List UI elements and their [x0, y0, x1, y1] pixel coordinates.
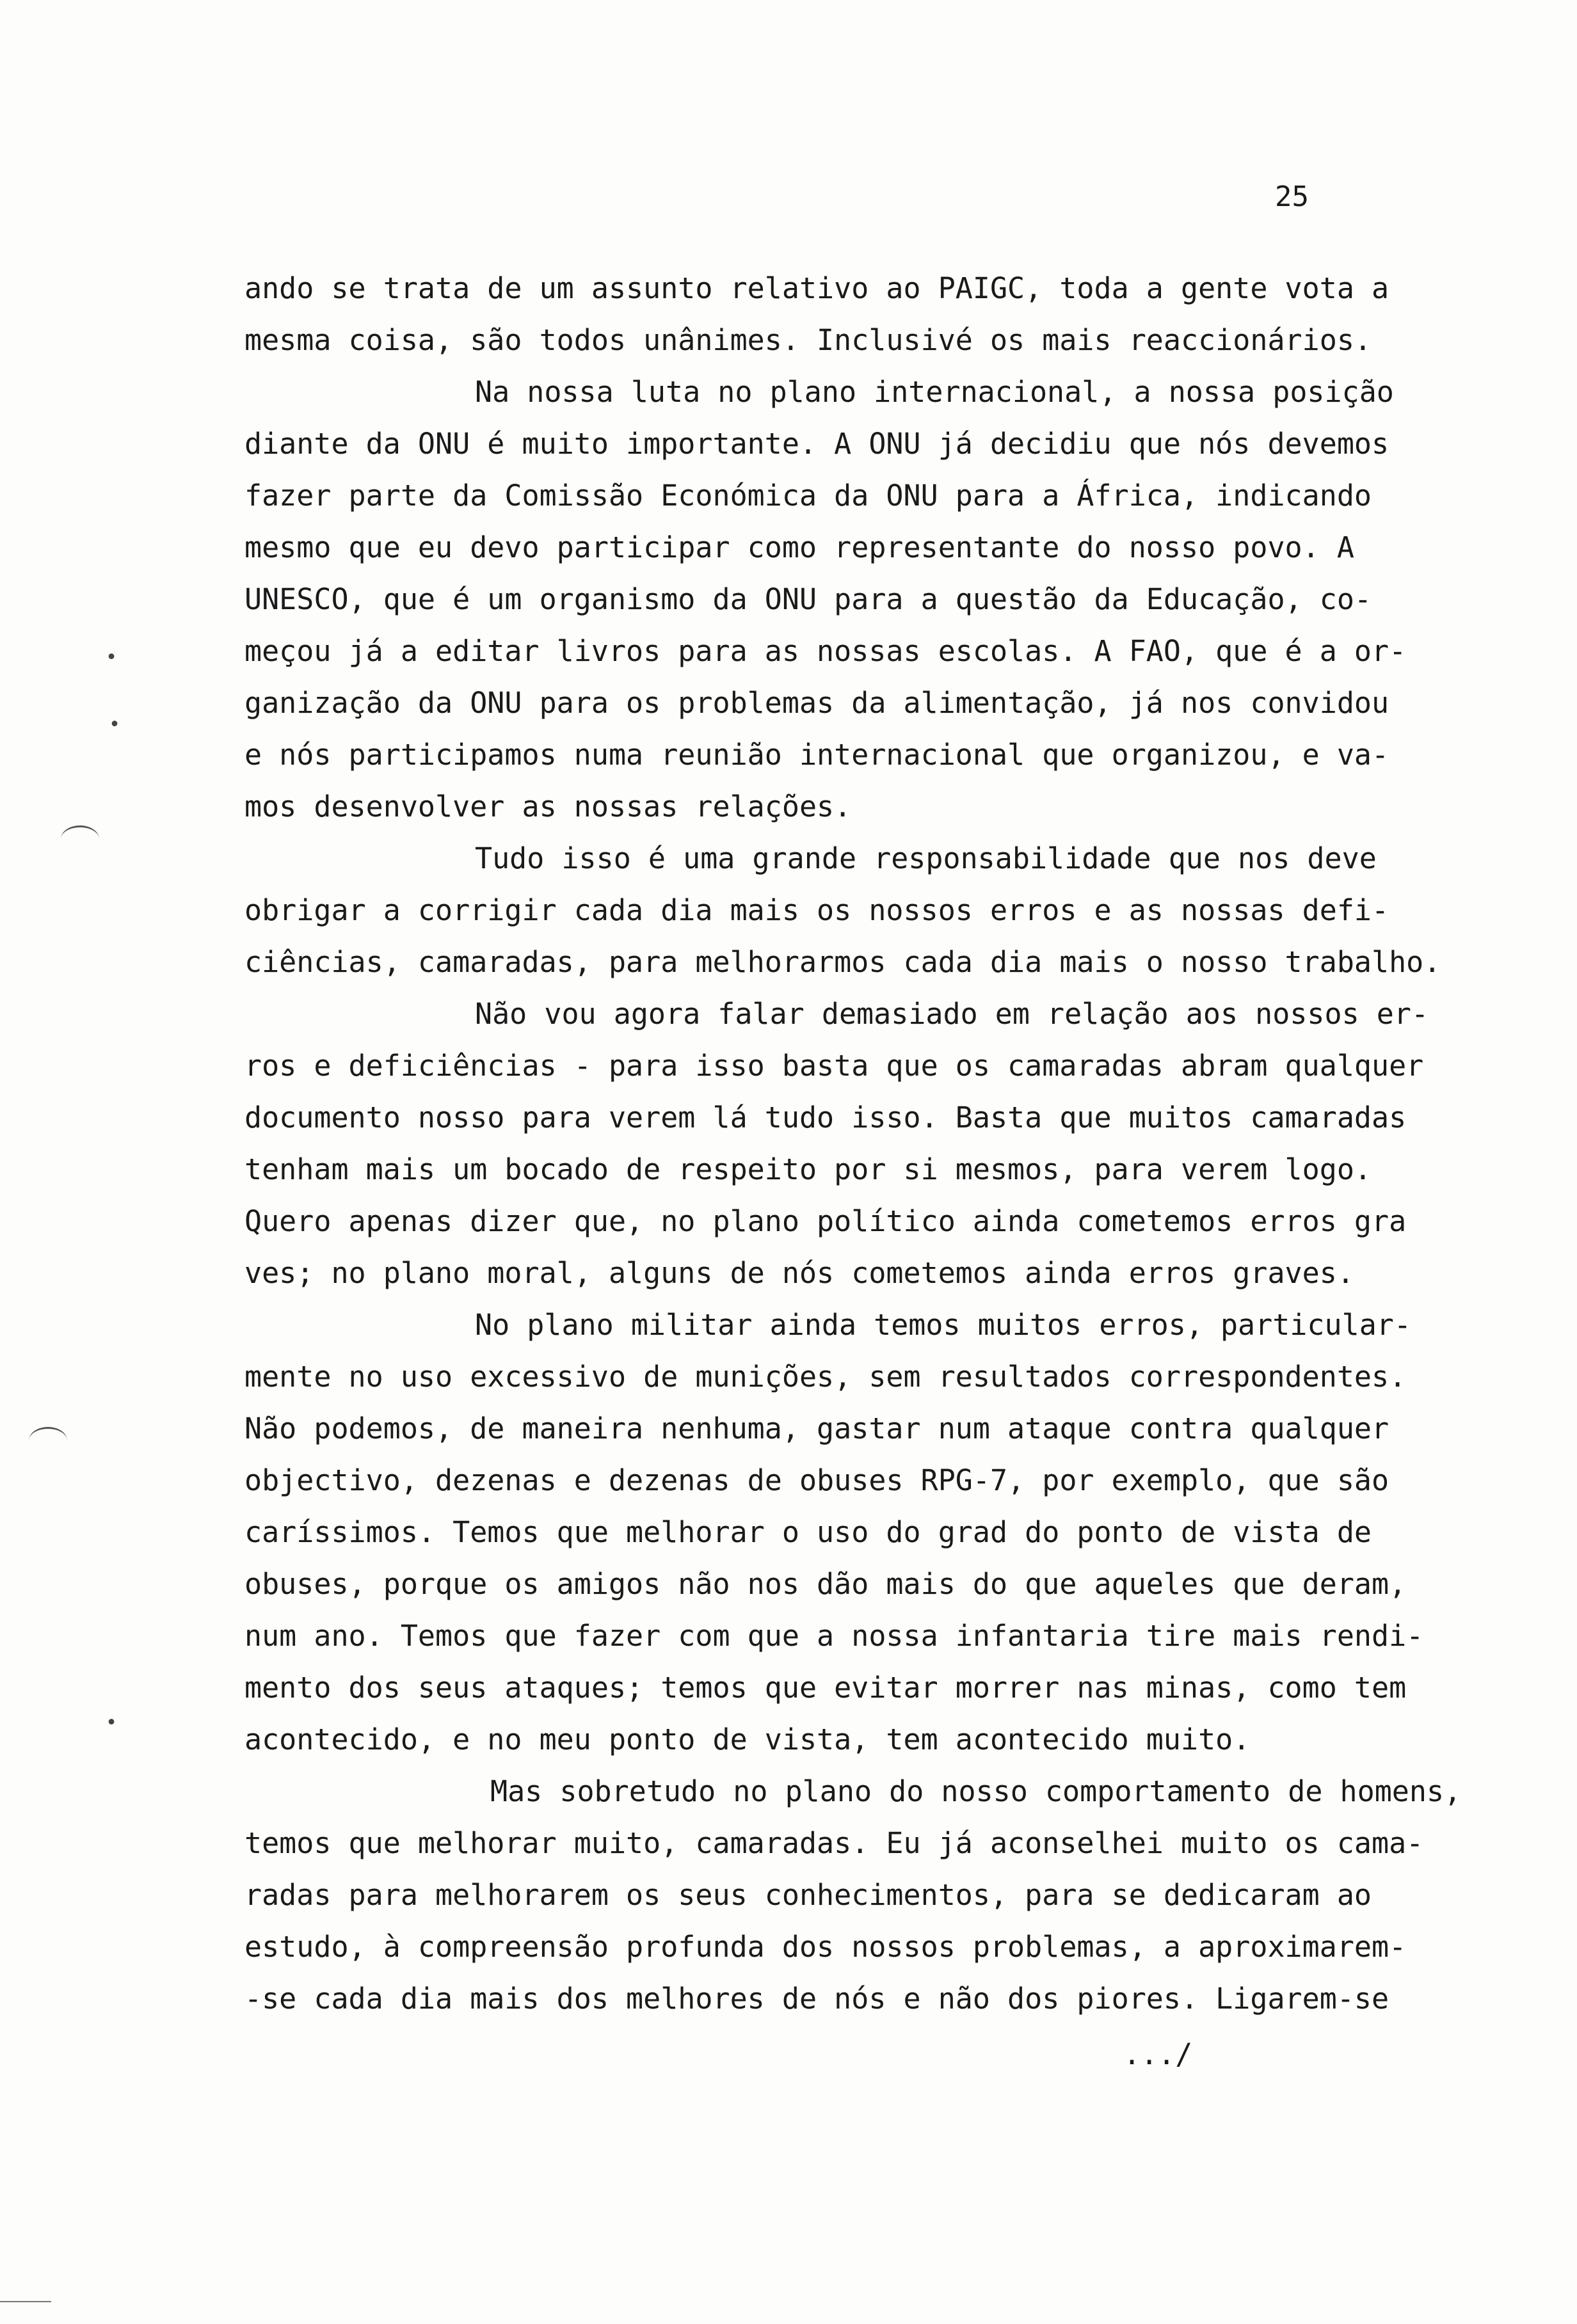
text-line: Quero apenas dizer que, no plano político ainda cometemos erros gra [244, 1204, 1407, 1238]
text-line: mento dos seus ataques; temos que evitar morrer nas minas, como tem [244, 1671, 1407, 1705]
margin-speck: • [109, 713, 121, 736]
text-line: -se cada dia mais dos melhores de nós e não dos piores. Ligarem-se [244, 1982, 1389, 2016]
text-line: fazer parte da Comissão Económica da ONU para a África, indicando [244, 479, 1372, 513]
text-line: radas para melhorarem os seus conhecimentos, para se dedicaram ao [244, 1878, 1372, 1912]
text-line: mos desenvolver as nossas relações. [244, 790, 852, 824]
margin-artifact [29, 1427, 67, 1454]
bottom-edge-artifact [0, 2301, 51, 2302]
text-line: temos que melhorar muito, camaradas. Eu já aconselhei muito os cama- [244, 1826, 1424, 1860]
text-line: meçou já a editar livros para as nossas escolas. A FAO, que é a or- [244, 634, 1407, 668]
paragraph-start-line: No plano militar ainda temos muitos erros, particular- [475, 1308, 1411, 1342]
text-line: num ano. Temos que fazer com que a nossa infantaria tire mais rendi- [244, 1619, 1424, 1653]
page-number: 25 [1275, 180, 1309, 213]
margin-speck: • [106, 1712, 118, 1734]
text-line: ves; no plano moral, alguns de nós cometemos ainda erros graves. [244, 1256, 1354, 1290]
text-line: e nós participamos numa reunião internacional que organizou, e va- [244, 738, 1389, 772]
text-line: obrigar a corrigir cada dia mais os nossos erros e as nossas defi- [244, 893, 1389, 927]
text-line: acontecido, e no meu ponto de vista, tem acontecido muito. [244, 1723, 1251, 1756]
text-line: obuses, porque os amigos não nos dão mais do que aqueles que deram, [244, 1567, 1407, 1601]
text-line: ando se trata de um assunto relativo ao PAIGC, toda a gente vota a [244, 271, 1389, 305]
paragraph-start-line: Tudo isso é uma grande responsabilidade que nos deve [475, 841, 1377, 875]
text-line: diante da ONU é muito importante. A ONU já decidiu que nós devemos [244, 427, 1389, 461]
paragraph-start-line: Não vou agora falar demasiado em relação aos nossos er- [475, 997, 1429, 1031]
margin-artifact [61, 825, 99, 853]
text-line: Não podemos, de maneira nenhuma, gastar num ataque contra qualquer [244, 1412, 1389, 1445]
continuation-mark: .../ [1123, 2037, 1193, 2071]
text-line: ciências, camaradas, para melhorarmos cada dia mais o nosso trabalho. [244, 945, 1441, 979]
text-line: tenham mais um bocado de respeito por si mesmos, para verem logo. [244, 1152, 1372, 1186]
paragraph-start-line: Na nossa luta no plano internacional, a nossa posição [475, 375, 1394, 409]
text-line: mente no uso excessivo de munições, sem resultados correspondentes. [244, 1360, 1407, 1394]
text-line: ros e deficiências - para isso basta que os camaradas abram qualquer [244, 1049, 1424, 1083]
text-line: mesmo que eu devo participar como representante do nosso povo. A [244, 530, 1354, 564]
body-text [244, 262, 1531, 2025]
text-line: UNESCO, que é um organismo da ONU para a questão da Educação, co- [244, 582, 1372, 616]
text-line: mesma coisa, são todos unânimes. Inclusivé os mais reaccionários. [244, 323, 1372, 357]
text-line: caríssimos. Temos que melhorar o uso do grad do ponto de vista de [244, 1515, 1372, 1549]
text-line: objectivo, dezenas e dezenas de obuses RPG-7, por exemplo, que são [244, 1463, 1389, 1497]
text-line: ganização da ONU para os problemas da alimentação, já nos convidou [244, 686, 1389, 720]
text-line: documento nosso para verem lá tudo isso. Basta que muitos camaradas [244, 1101, 1407, 1134]
margin-speck: • [106, 646, 118, 669]
paragraph-start-line: Mas sobretudo no plano do nosso comportamento de homens, [490, 1774, 1462, 1808]
text-line: estudo, à compreensão profunda dos nossos problemas, a aproximarem- [244, 1930, 1407, 1964]
